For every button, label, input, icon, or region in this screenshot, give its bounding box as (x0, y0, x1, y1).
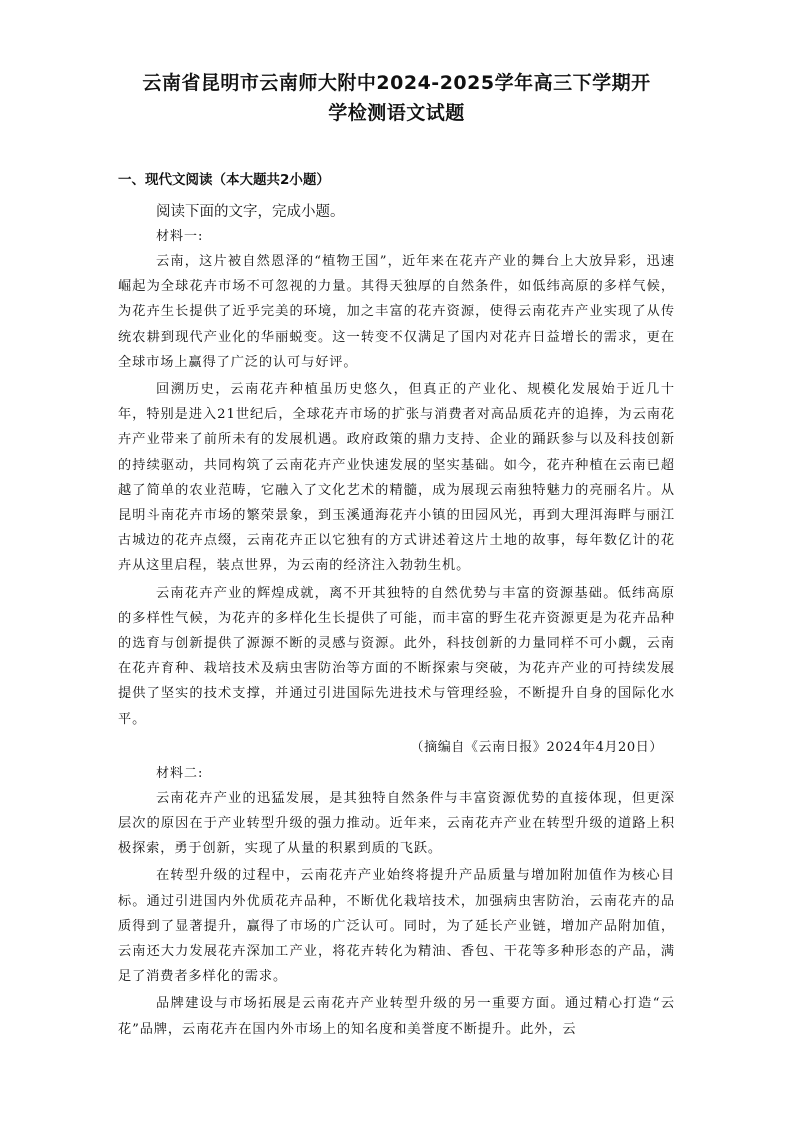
material-two-paragraph: 品牌建设与市场拓展是云南花卉产业转型升级的另一重要方面。通过精心打造“云花”品牌，云南花卉在国内外市场上的知名度和美誉度不断提升。此外，云 (118, 996, 675, 1037)
material-one-source: （摘编自《云南日报》2024年4月20日） (410, 739, 663, 755)
reading-instruction: 阅读下面的文字，完成小题。 (156, 204, 345, 220)
section-heading: 一、现代文阅读（本大题共2小题） (118, 172, 330, 188)
material-one-paragraph: 云南花卉产业的辉煌成就，离不开其独特的自然优势与丰富的资源基础。低纬高原的多样性气候，为花卉的多样化生长提供了可能，而丰富的野生花卉资源更是为花卉品种的选育与创新提供了源源不断的灵感与资源。此外，科技创新的力量同样不可小觑，云南在花卉育种、栽培技术及病虫害防治等方面的不断探索与突破，为花卉产业的可持续发展提供了坚实的技术支撑，并通过引进国际先进技术与管理经验，不断提升自身的国际化水平。 (118, 585, 675, 727)
material-one-label: 材料一: (156, 229, 204, 244)
material-two-paragraph: 在转型升级的过程中，云南花卉产业始终将提升产品质量与增加附加值作为核心目标。通过引进国内外优质花卉品种，不断优化栽培技术，加强病虫害防治，云南花卉的品质得到了显著提升，赢得了市场的广泛认可。同时，为了延长产业链，增加产品附加值，云南还大力发展花卉深加工产业，将花卉转化为精油、香包、干花等多种形态的产品，满足了消费者多样化的需求。 (118, 868, 675, 985)
material-one-paragraph: 回溯历史，云南花卉种植虽历史悠久，但真正的产业化、规模化发展始于近几十年，特别是进入21世纪后，全球花卉市场的扩张与消费者对高品质花卉的追捧，为云南花卉产业带来了前所未有的发展机遇。政府政策的鼎力支持、企业的踊跃参与以及科技创新的持续驱动，共同构筑了云南花卉产业快速发展的坚实基础。如今，花卉种植在云南已超越了简单的农业范畴，它融入了文化艺术的精髓，成为展现云南独特魅力的亮丽名片。从昆明斗南花卉市场的繁荣景象，到玉溪通海花卉小镇的田园风光，再到大理洱海畔与丽江古城边的花卉点缀，云南花卉正以它独有的方式讲述着这片土地的故事，每年数亿计的花卉从这里启程，装点世界，为云南的经济注入勃勃生机。 (118, 382, 675, 574)
title-line-2: 学检测语文试题 (328, 102, 465, 124)
material-one-paragraph: 云南，这片被自然恩泽的“植物王国”，近年来在花卉产业的舞台上大放异彩，迅速崛起为全球花卉市场不可忽视的力量。其得天独厚的自然条件，如低纬高原的多样气候，为花卉生长提供了近乎完美的环境，加之丰富的花卉资源，使得云南花卉产业实现了从传统农耕到现代产业化的华丽蜕变。这一转变不仅满足了国内对花卉日益增长的需求，更在全球市场上赢得了广泛的认可与好评。 (118, 254, 675, 370)
material-two-label: 材料二: (156, 765, 204, 781)
material-two-paragraph: 云南花卉产业的迅猛发展，是其独特自然条件与丰富资源优势的直接体现，但更深层次的原因在于产业转型升级的强力推动。近年来，云南花卉产业在转型升级的道路上积极探索，勇于创新，实现了从量的积累到质的飞跃。 (118, 790, 675, 857)
document-title (118, 0, 675, 128)
title-line-1: 云南省昆明市云南师大附中2024-2025学年高三下学期开 (142, 72, 651, 94)
